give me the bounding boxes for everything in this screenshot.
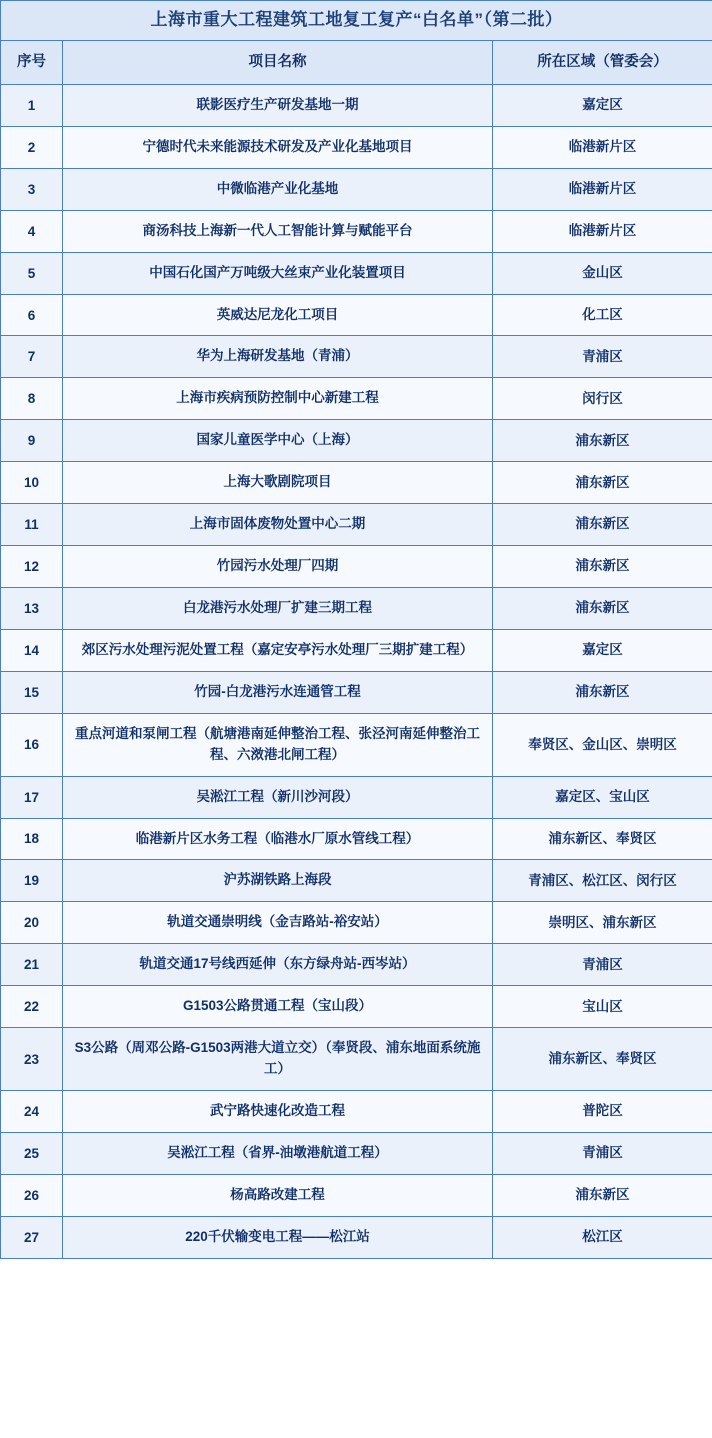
row-project-name: 武宁路快速化改造工程 (63, 1090, 493, 1132)
row-index: 21 (1, 944, 63, 986)
row-project-name: 上海大歌剧院项目 (63, 462, 493, 504)
row-index: 6 (1, 294, 63, 336)
row-area: 奉贤区、金山区、崇明区 (493, 713, 712, 776)
row-project-name: 上海市疾病预防控制中心新建工程 (63, 378, 493, 420)
table-row (1, 210, 712, 252)
row-project-name: 重点河道和泵闸工程（航塘港南延伸整治工程、张泾河南延伸整治工程、六滧港北闸工程） (63, 713, 493, 776)
row-area: 浦东新区 (493, 546, 712, 588)
table-row (1, 1090, 712, 1132)
row-project-name: 中国石化国产万吨级大丝束产业化装置项目 (63, 252, 493, 294)
row-index: 4 (1, 210, 63, 252)
table-row (1, 671, 712, 713)
row-area: 浦东新区 (493, 588, 712, 630)
table-row (1, 944, 712, 986)
table-row (1, 1132, 712, 1174)
table-row (1, 629, 712, 671)
table-row (1, 1028, 712, 1091)
row-project-name: 中微临港产业化基地 (63, 168, 493, 210)
row-project-name: 上海市固体废物处置中心二期 (63, 504, 493, 546)
table-row (1, 1174, 712, 1216)
row-project-name: 吴淞江工程（省界-油墩港航道工程） (63, 1132, 493, 1174)
table-row (1, 504, 712, 546)
row-area: 浦东新区 (493, 671, 712, 713)
row-index: 2 (1, 126, 63, 168)
row-index: 15 (1, 671, 63, 713)
row-area: 青浦区 (493, 944, 712, 986)
row-index: 7 (1, 336, 63, 378)
row-area: 嘉定区、宝山区 (493, 776, 712, 818)
table-row (1, 462, 712, 504)
table-row (1, 588, 712, 630)
table-row (1, 1216, 712, 1258)
row-index: 23 (1, 1028, 63, 1091)
row-index: 20 (1, 902, 63, 944)
row-index: 17 (1, 776, 63, 818)
row-index: 5 (1, 252, 63, 294)
table-row (1, 986, 712, 1028)
row-index: 19 (1, 860, 63, 902)
row-area: 普陀区 (493, 1090, 712, 1132)
row-index: 13 (1, 588, 63, 630)
row-index: 8 (1, 378, 63, 420)
row-index: 14 (1, 629, 63, 671)
row-area: 浦东新区 (493, 420, 712, 462)
table-row (1, 84, 712, 126)
row-area: 浦东新区 (493, 462, 712, 504)
table-row (1, 378, 712, 420)
row-index: 10 (1, 462, 63, 504)
row-area: 青浦区、松江区、闵行区 (493, 860, 712, 902)
title-row (1, 1, 712, 41)
row-project-name: 英威达尼龙化工项目 (63, 294, 493, 336)
row-project-name: 华为上海研发基地（青浦） (63, 336, 493, 378)
row-project-name: 吴淞江工程（新川沙河段） (63, 776, 493, 818)
row-area: 闵行区 (493, 378, 712, 420)
table-row (1, 336, 712, 378)
row-index: 25 (1, 1132, 63, 1174)
row-area: 浦东新区 (493, 504, 712, 546)
row-index: 3 (1, 168, 63, 210)
document-title: 上海市重大工程建筑工地复工复产“白名单”（第二批） (1, 1, 712, 41)
column-header-project: 项目名称 (63, 41, 493, 85)
table-body (1, 1, 712, 1259)
row-area: 嘉定区 (493, 629, 712, 671)
row-project-name: 联影医疗生产研发基地一期 (63, 84, 493, 126)
row-index: 9 (1, 420, 63, 462)
row-area: 嘉定区 (493, 84, 712, 126)
row-project-name: 轨道交通崇明线（金吉路站-裕安站） (63, 902, 493, 944)
table-row (1, 546, 712, 588)
row-project-name: 白龙港污水处理厂扩建三期工程 (63, 588, 493, 630)
row-area: 临港新片区 (493, 210, 712, 252)
row-index: 26 (1, 1174, 63, 1216)
row-project-name: 220千伏输变电工程——松江站 (63, 1216, 493, 1258)
row-area: 金山区 (493, 252, 712, 294)
table-row (1, 818, 712, 860)
row-area: 浦东新区、奉贤区 (493, 818, 712, 860)
header-row (1, 41, 712, 85)
row-project-name: S3公路（周邓公路-G1503两港大道立交）（奉贤段、浦东地面系统施工） (63, 1028, 493, 1091)
table-row (1, 294, 712, 336)
column-header-area: 所在区域（管委会） (493, 41, 712, 85)
row-area: 浦东新区 (493, 1174, 712, 1216)
row-index: 16 (1, 713, 63, 776)
row-index: 11 (1, 504, 63, 546)
table-row (1, 252, 712, 294)
table-row (1, 860, 712, 902)
row-project-name: 宁德时代未来能源技术研发及产业化基地项目 (63, 126, 493, 168)
row-index: 24 (1, 1090, 63, 1132)
row-project-name: 竹园-白龙港污水连通管工程 (63, 671, 493, 713)
column-header-index: 序号 (1, 41, 63, 85)
row-project-name: 郊区污水处理污泥处置工程（嘉定安亭污水处理厂三期扩建工程） (63, 629, 493, 671)
row-area: 化工区 (493, 294, 712, 336)
table-row (1, 126, 712, 168)
row-index: 1 (1, 84, 63, 126)
row-area: 临港新片区 (493, 126, 712, 168)
row-project-name: 竹园污水处理厂四期 (63, 546, 493, 588)
row-project-name: 临港新片区水务工程（临港水厂原水管线工程） (63, 818, 493, 860)
row-index: 18 (1, 818, 63, 860)
row-project-name: G1503公路贯通工程（宝山段） (63, 986, 493, 1028)
row-area: 宝山区 (493, 986, 712, 1028)
row-project-name: 商汤科技上海新一代人工智能计算与赋能平台 (63, 210, 493, 252)
row-area: 浦东新区、奉贤区 (493, 1028, 712, 1091)
row-project-name: 杨高路改建工程 (63, 1174, 493, 1216)
row-project-name: 沪苏湖铁路上海段 (63, 860, 493, 902)
row-area: 临港新片区 (493, 168, 712, 210)
table-row (1, 420, 712, 462)
row-area: 青浦区 (493, 1132, 712, 1174)
row-area: 松江区 (493, 1216, 712, 1258)
table-row (1, 168, 712, 210)
row-index: 27 (1, 1216, 63, 1258)
row-area: 崇明区、浦东新区 (493, 902, 712, 944)
table-row (1, 776, 712, 818)
table-row (1, 713, 712, 776)
row-project-name: 国家儿童医学中心（上海） (63, 420, 493, 462)
row-index: 22 (1, 986, 63, 1028)
row-index: 12 (1, 546, 63, 588)
table-row (1, 902, 712, 944)
row-area: 青浦区 (493, 336, 712, 378)
row-project-name: 轨道交通17号线西延伸（东方绿舟站-西岑站） (63, 944, 493, 986)
